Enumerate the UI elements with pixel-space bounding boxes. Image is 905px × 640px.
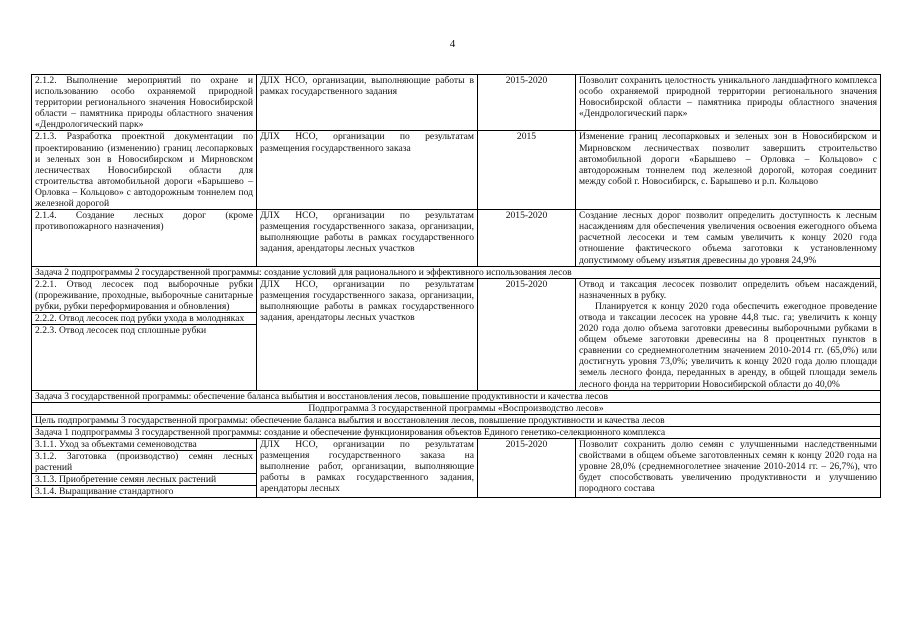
section-heading: Задача 2 подпрограммы 2 государственной программы: создание условий для рационального и эффективного использования лесов bbox=[32, 266, 881, 278]
period-cell: 2015-2020 bbox=[478, 439, 576, 498]
section-heading-row bbox=[32, 402, 881, 414]
result-cell: Позволит сохранить целостность уникального ландшафтного комплекса особо охраняемой природной территории регионального значения Новосибирской области – памятника природы областного значения «Дендрологический парк» bbox=[576, 75, 881, 131]
activity-item: 3.1.4. Выращивание стандартного bbox=[35, 486, 174, 498]
activity-cell bbox=[32, 278, 257, 390]
activity-item: 3.1.1. Уход за объектами семеноводства bbox=[32, 439, 256, 451]
subprogram-title: Подпрограмма 3 государственной программы «Воспроизводство лесов» bbox=[32, 402, 881, 414]
result-paragraph: Планируется к концу 2020 года обеспечить ежегодное проведение отвода и таксации лесосек на уровне 44,8 тыс. га; увеличить к концу 2020 года долю объема заготовки древесины выборочными рубками в общем объеме заготовки древесины на 8 процентных пунктов в сравнении со среднемноголетним значением 2010-2014 гг. (65,0%) или достигнуть уровня 73,0%; увеличить к концу 2020 года долю площади земель лесного фонда, переданных в аренду, в общей площади земель лесного фонда на территории Новосибирской области до 40,0% bbox=[579, 300, 877, 390]
section-heading: Задача 3 государственной программы: обеспечение баланса выбытия и восстановления лесов, повышение продуктивности и качества лесов bbox=[32, 390, 881, 402]
result-cell: Изменение границ лесопарковых и зеленых зон в Новосибирском и Мирновском лесничествах позволит завершить строительство автомобильной дороги «Барышево – Орловка – Кольцово» с автодорожным тоннелем под железной дорогой, которая соединит между собой г. Новосибирск, с. Барышево и р.п. Кольцово bbox=[576, 131, 881, 210]
period-cell: 2015-2020 bbox=[478, 278, 576, 390]
result-cell: Позволит сохранить долю семян с улучшенными наследственными свойствами в общем объеме заготовленных семян к концу 2020 года на уровне 28,0% (среднемноголетнее значение 2010-2014 гг. – 26,7%), что будет способствовать увеличению продуктивности и улучшению породного состава bbox=[576, 439, 881, 498]
activity-cell bbox=[32, 439, 257, 498]
activity-item: 2.2.2. Отвод лесосек под рубки ухода в молодняках bbox=[32, 313, 256, 325]
result-cell bbox=[576, 278, 881, 390]
activity-cell: 2.1.4. Создание лесных дорог (кроме противопожарного назначения) bbox=[32, 210, 257, 266]
executor-cell: ДЛХ НСО, организации по результатам размещения государственного заказа, организации, выполняющие работы в рамках государственного задания, арендаторы лесных участков bbox=[257, 278, 478, 390]
section-heading: Задача 1 подпрограммы 3 государственной программы: создание и обеспечение функционирования объектов Единого генетико-селекционного комплекса bbox=[32, 426, 881, 438]
section-heading-row bbox=[32, 390, 881, 402]
table-row bbox=[32, 278, 881, 390]
section-heading-row bbox=[32, 414, 881, 426]
table-row bbox=[32, 439, 881, 498]
table-row bbox=[32, 75, 881, 131]
executor-cell: ДЛХ НСО, организации по результатам размещения государственного заказа bbox=[257, 131, 478, 210]
executor-cell: ДЛХ НСО, организации по результатам размещения государственного заказа на выполнение работ, организации, выполняющие работы в рамках государственного задания, арендаторы лесных bbox=[257, 439, 478, 498]
activity-cell: 2.1.2. Выполнение мероприятий по охране и использованию особо охраняемой природной территории регионального значения Новосибирской области – памятника природы областного значения «Дендрологический парк» bbox=[32, 75, 257, 131]
activity-item: 3.1.3. Приобретение семян лесных растений bbox=[32, 474, 256, 486]
page-number: 4 bbox=[449, 38, 456, 50]
activity-cell: 2.1.3. Разработка проектной документации по проектированию (изменению) границ лесопарковых и зеленых зон в Новосибирском и Мирновском лесничествах Новосибирской области для строительства автомобильной дороги «Барышево – Орловка – Кольцово» с автодорожным тоннелем под железной дорогой bbox=[32, 131, 257, 210]
section-heading-row bbox=[32, 266, 881, 278]
section-heading: Цель подпрограммы 3 государственной программы: обеспечение баланса выбытия и восстановления лесов, повышение продуктивности и качества лесов bbox=[32, 414, 881, 426]
activity-item: 2.2.1. Отвод лесосек под выборочные рубки (прореживание, проходные, выборочные санитарные рубки, рубки переформирования и обновления) bbox=[32, 279, 256, 313]
executor-cell: ДЛХ НСО, организации, выполняющие работы в рамках государственного задания bbox=[257, 75, 478, 131]
result-cell: Создание лесных дорог позволит определить доступность к лесным насаждениям для обеспечения увеличения освоения ежегодного объема расчетной лесосеки и тем самым увеличить к концу 2020 года отношение фактического объема заготовки к установленному допустимому объему изъятия древесины до уровня 24,9% bbox=[576, 210, 881, 266]
period-cell: 2015-2020 bbox=[478, 210, 576, 266]
activity-item: 2.2.3. Отвод лесосек под сплошные рубки bbox=[35, 325, 207, 337]
period-cell: 2015-2020 bbox=[478, 75, 576, 131]
table-row bbox=[32, 210, 881, 266]
executor-cell: ДЛХ НСО, организации по результатам размещения государственного заказа, организации, выполняющие работы в рамках государственного задания, арендаторы лесных участков bbox=[257, 210, 478, 266]
result-paragraph: Отвод и таксация лесосек позволит определить объем насаждений, назначенных в рубку. bbox=[579, 278, 877, 301]
program-table bbox=[31, 74, 881, 498]
section-heading-row bbox=[32, 426, 881, 438]
table-row bbox=[32, 131, 881, 210]
activity-item: 3.1.2. Заготовка (производство) семян лесных растений bbox=[32, 451, 256, 474]
period-cell: 2015 bbox=[478, 131, 576, 210]
